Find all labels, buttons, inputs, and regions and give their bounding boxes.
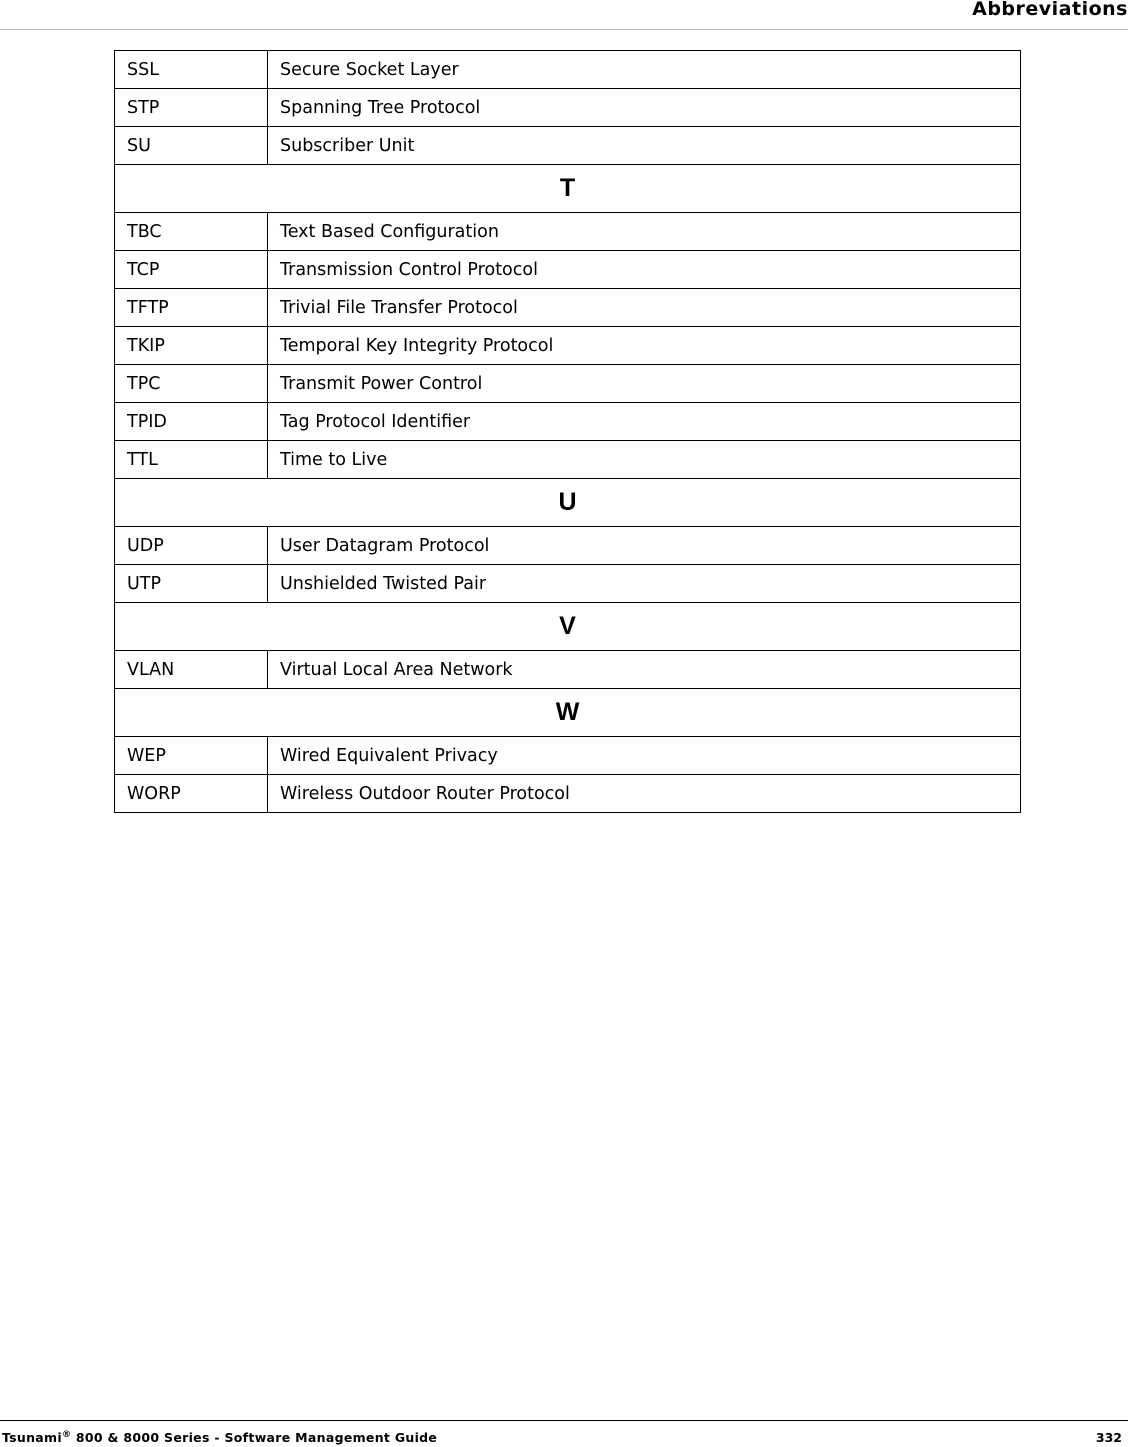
- registered-mark: ®: [61, 1430, 72, 1440]
- abbreviation-row: [115, 737, 1021, 775]
- abbreviation-cell: TKIP: [115, 327, 268, 365]
- section-letter: T: [115, 165, 1021, 213]
- section-letter-row: [115, 479, 1021, 527]
- meaning-cell: Transmit Power Control: [268, 365, 1021, 403]
- abbreviation-row: [115, 213, 1021, 251]
- abbreviation-row: [115, 51, 1021, 89]
- meaning-cell: Wired Equivalent Privacy: [268, 737, 1021, 775]
- section-letter-row: [115, 603, 1021, 651]
- abbreviation-row: [115, 365, 1021, 403]
- abbreviation-cell: TCP: [115, 251, 268, 289]
- abbreviation-row: [115, 289, 1021, 327]
- abbreviations-table: [114, 50, 1021, 813]
- abbreviation-row: [115, 651, 1021, 689]
- footer-product-name: Tsunami: [2, 1430, 62, 1446]
- footer-guide-title: [2, 1430, 437, 1445]
- header-divider: [0, 29, 1128, 30]
- abbreviation-cell: TBC: [115, 213, 268, 251]
- abbreviation-cell: TFTP: [115, 289, 268, 327]
- meaning-cell: Wireless Outdoor Router Protocol: [268, 775, 1021, 813]
- meaning-cell: Secure Socket Layer: [268, 51, 1021, 89]
- section-letter: U: [115, 479, 1021, 527]
- meaning-cell: Subscriber Unit: [268, 127, 1021, 165]
- section-letter: V: [115, 603, 1021, 651]
- abbreviation-row: [115, 565, 1021, 603]
- abbreviation-row: [115, 251, 1021, 289]
- abbreviation-cell: TPC: [115, 365, 268, 403]
- page-header-title: Abbreviations: [972, 0, 1128, 20]
- footer-divider: [0, 1420, 1128, 1421]
- abbreviation-row: [115, 403, 1021, 441]
- meaning-cell: User Datagram Protocol: [268, 527, 1021, 565]
- meaning-cell: Spanning Tree Protocol: [268, 89, 1021, 127]
- meaning-cell: Trivial File Transfer Protocol: [268, 289, 1021, 327]
- meaning-cell: Transmission Control Protocol: [268, 251, 1021, 289]
- meaning-cell: Unshielded Twisted Pair: [268, 565, 1021, 603]
- abbreviation-cell: WEP: [115, 737, 268, 775]
- abbreviation-row: [115, 89, 1021, 127]
- meaning-cell: Tag Protocol Identifier: [268, 403, 1021, 441]
- abbreviation-cell: SSL: [115, 51, 268, 89]
- meaning-cell: Time to Live: [268, 441, 1021, 479]
- meaning-cell: Temporal Key Integrity Protocol: [268, 327, 1021, 365]
- abbreviation-cell: VLAN: [115, 651, 268, 689]
- abbreviation-cell: UDP: [115, 527, 268, 565]
- footer-guide-subtitle: 800 & 8000 Series - Software Management Guide: [71, 1430, 438, 1446]
- section-letter-row: [115, 165, 1021, 213]
- abbreviation-row: [115, 127, 1021, 165]
- abbreviation-row: [115, 441, 1021, 479]
- section-letter-row: [115, 689, 1021, 737]
- abbreviation-row: [115, 327, 1021, 365]
- abbreviation-row: [115, 775, 1021, 813]
- abbreviation-cell: TTL: [115, 441, 268, 479]
- abbreviation-cell: UTP: [115, 565, 268, 603]
- meaning-cell: Text Based Configuration: [268, 213, 1021, 251]
- page-number: 332: [1095, 1430, 1122, 1445]
- abbreviation-cell: WORP: [115, 775, 268, 813]
- abbreviation-cell: TPID: [115, 403, 268, 441]
- abbreviation-cell: SU: [115, 127, 268, 165]
- meaning-cell: Virtual Local Area Network: [268, 651, 1021, 689]
- abbreviation-cell: STP: [115, 89, 268, 127]
- section-letter: W: [115, 689, 1021, 737]
- abbreviations-table-body: [115, 51, 1021, 813]
- abbreviation-row: [115, 527, 1021, 565]
